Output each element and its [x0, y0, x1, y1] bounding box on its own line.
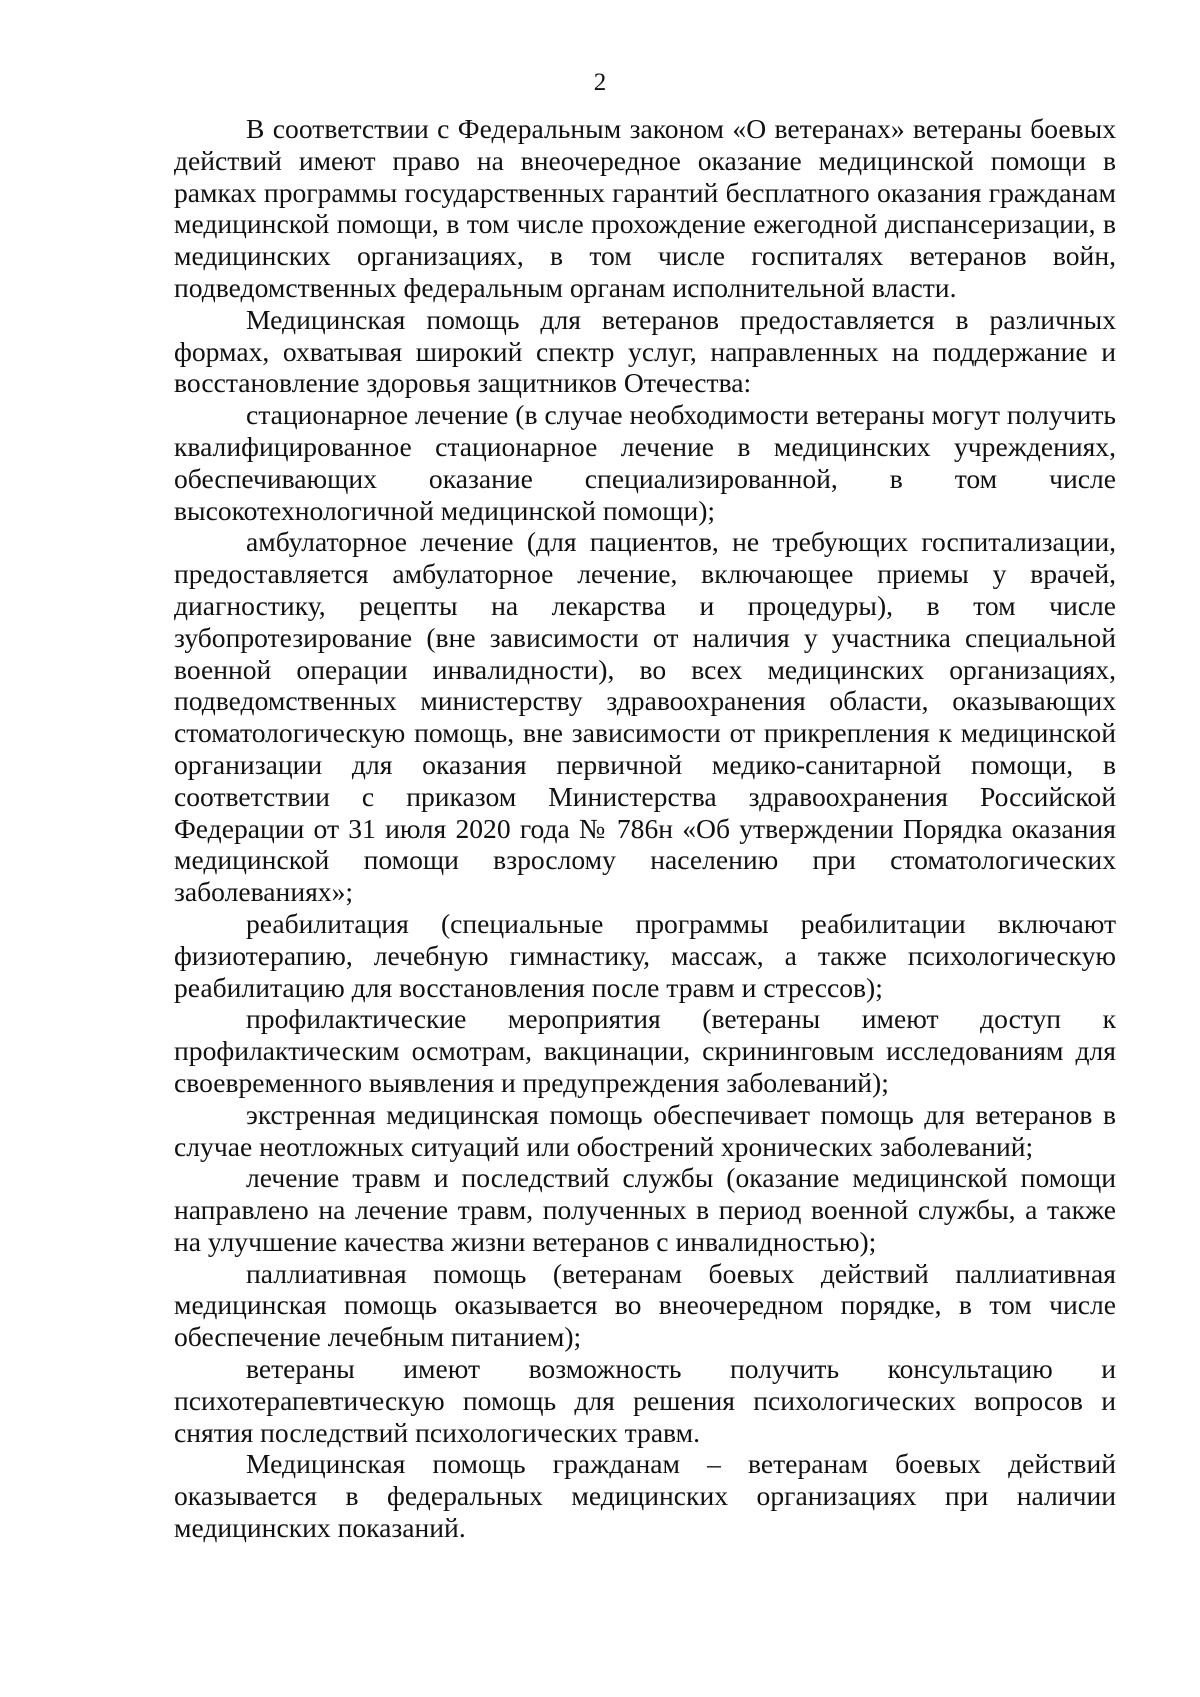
paragraph-inpatient-treatment: стационарное лечение (в случае необходимости ветераны могут получить квалифицированное стационарное лечение в медицинских учреждениях, обеспечивающих оказание специализированной, в том числе высокотехнологичной медицинской помощи); [174, 399, 1116, 526]
paragraph-federal-organizations: Медицинская помощь гражданам – ветеранам боевых действий оказывается в федеральных медицинских организациях при наличии медицинских показаний. [174, 1448, 1116, 1544]
page-number: 2 [593, 69, 607, 96]
paragraph-rehabilitation: реабилитация (специальные программы реабилитации включают физиотерапию, лечебную гимнастику, массаж, а также психологическую реабилитацию для восстановления после травм и стрессов); [174, 907, 1116, 1003]
paragraph-care-forms-intro: Медицинская помощь для ветеранов предоставляется в различных формах, охватывая широкий спектр услуг, направленных на поддержание и восстановление здоровья защитников Отечества: [174, 303, 1116, 399]
paragraph-emergency-care: экстренная медицинская помощь обеспечивает помощь для ветеранов в случае неотложных ситуаций или обострений хронических заболеваний; [174, 1098, 1116, 1162]
paragraph-palliative-care: паллиативная помощь (ветеранам боевых действий паллиативная медицинская помощь оказывается во внеочередном порядке, в том числе обеспечение лечебным питанием); [174, 1257, 1116, 1353]
document-body [174, 113, 1116, 1544]
paragraph-outpatient-treatment: амбулаторное лечение (для пациентов, не требующих госпитализации, предоставляется амбулаторное лечение, включающее приемы у врачей, диагностику, рецепты на лекарства и процедуры), в том числе зубопротезирование (вне зависимости от наличия у участника специальной военной операции инвалидности), во всех медицинских организациях, подведомственных министерству здравоохранения области, оказывающих стоматологическую помощь, вне зависимости от прикрепления к медицинской организации для оказания первичной медико-санитарной помощи, в соответствии с приказом Министерства здравоохранения Российской Федерации от 31 июля 2020 года № 786н «Об утверждении Порядка оказания медицинской помощи взрослому населению при стоматологических заболеваниях»; [174, 526, 1116, 908]
paragraph-preventive-measures: профилактические мероприятия (ветераны имеют доступ к профилактическим осмотрам, вакцинации, скрининговым исследованиям для своевременного выявления и предупреждения заболеваний); [174, 1003, 1116, 1098]
paragraph-injury-treatment: лечение травм и последствий службы (оказание медицинской помощи направлено на лечение травм, полученных в период военной службы, а также на улучшение качества жизни ветеранов с инвалидностью); [174, 1162, 1116, 1257]
paragraph-psychological-help: ветераны имеют возможность получить консультацию и психотерапевтическую помощь для решения психологических вопросов и снятия последствий психологических травм. [174, 1353, 1116, 1448]
paragraph-veterans-law: В соответствии с Федеральным законом «О ветеранах» ветераны боевых действий имеют право на внеочередное оказание медицинской помощи в рамках программы государственных гарантий бесплатного оказания гражданам медицинской помощи, в том числе прохождение ежегодной диспансеризации, в медицинских организациях, в том числе госпиталях ветеранов войн, подведомственных федеральным органам исполнительной власти. [174, 113, 1116, 303]
